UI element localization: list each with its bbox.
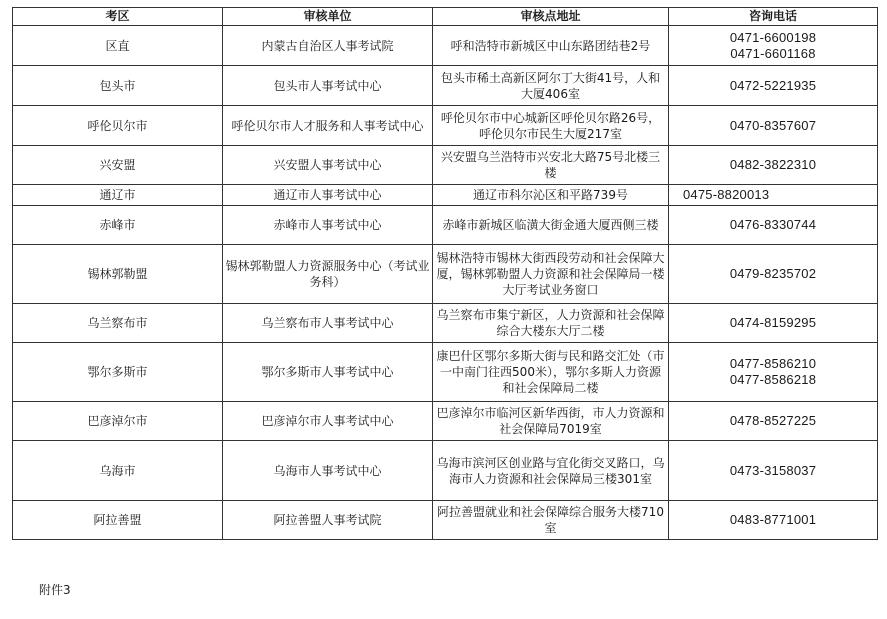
region-cell: 包头市 (13, 66, 223, 106)
region-cell: 巴彦淖尔市 (13, 402, 223, 441)
address-cell: 呼和浩特市新城区中山东路团结巷2号 (433, 26, 669, 66)
phone-cell (669, 185, 878, 206)
region-cell: 通辽市 (13, 185, 223, 206)
header-phone: 咨询电话 (669, 8, 878, 26)
table-row (13, 26, 878, 66)
region-cell: 阿拉善盟 (13, 501, 223, 540)
phone-cell (669, 146, 878, 185)
exam-review-table (12, 7, 878, 540)
region-cell: 区直 (13, 26, 223, 66)
unit-cell: 巴彦淖尔市人事考试中心 (223, 402, 433, 441)
header-unit: 审核单位 (223, 8, 433, 26)
phone-number: 0475-8820013 (683, 187, 770, 202)
phone-cell (669, 26, 878, 66)
phone-cell (669, 245, 878, 304)
phone-cell (669, 304, 878, 343)
address-cell: 康巴什区鄂尔多斯大街与民和路交汇处（市一中南门往西500米），鄂尔多斯人力资源和社会保障局二楼 (433, 343, 669, 402)
phone-cell (669, 501, 878, 540)
phone-number: 0474-8159295 (729, 315, 817, 330)
table-row (13, 402, 878, 441)
table-row (13, 501, 878, 540)
region-cell: 兴安盟 (13, 146, 223, 185)
address-cell: 巴彦淖尔市临河区新华西街，市人力资源和社会保障局7019室 (433, 402, 669, 441)
unit-cell: 呼伦贝尔市人才服务和人事考试中心 (223, 106, 433, 146)
address-cell: 阿拉善盟就业和社会保障综合服务大楼710室 (433, 501, 669, 540)
unit-cell: 乌海市人事考试中心 (223, 441, 433, 501)
address-cell: 兴安盟乌兰浩特市兴安北大路75号北楼三楼 (433, 146, 669, 185)
address-cell: 乌兰察布市集宁新区，人力资源和社会保障综合大楼东大厅二楼 (433, 304, 669, 343)
address-cell: 乌海市滨河区创业路与宜化街交叉路口，乌海市人力资源和社会保障局三楼301室 (433, 441, 669, 501)
address-cell: 通辽市科尔沁区和平路739号 (433, 185, 669, 206)
unit-cell: 阿拉善盟人事考试院 (223, 501, 433, 540)
phone-number: 0470-8357607 (729, 117, 817, 133)
table-row (13, 206, 878, 245)
unit-cell: 内蒙古自治区人事考试院 (223, 26, 433, 66)
phone-number: 0471-6600198 (729, 29, 817, 45)
table-row (13, 146, 878, 185)
address-cell: 包头市稀土高新区阿尔丁大街41号，人和大厦406室 (433, 66, 669, 106)
phone-number: 0473-3158037 (729, 462, 817, 478)
region-cell: 赤峰市 (13, 206, 223, 245)
table-row (13, 245, 878, 304)
phone-number: 0477-8586218 (729, 372, 817, 387)
unit-cell: 鄂尔多斯市人事考试中心 (223, 343, 433, 402)
table-row (13, 66, 878, 106)
phone-cell (669, 343, 878, 402)
phone-number: 0477-8586210 (729, 356, 817, 371)
table-row (13, 441, 878, 501)
attachment-label: 附件3 (39, 583, 71, 597)
address-cell: 呼伦贝尔市中心城新区呼伦贝尔路26号，呼伦贝尔市民生大厦217室 (433, 106, 669, 146)
unit-cell: 通辽市人事考试中心 (223, 185, 433, 206)
phone-cell (669, 206, 878, 245)
region-cell: 乌海市 (13, 441, 223, 501)
phone-cell (669, 441, 878, 501)
table-header-row (13, 8, 878, 26)
unit-cell: 乌兰察布市人事考试中心 (223, 304, 433, 343)
address-cell: 锡林浩特市锡林大街西段劳动和社会保障大厦，锡林郭勒盟人力资源和社会保障局一楼大厅考试业务窗口 (433, 245, 669, 304)
unit-cell: 赤峰市人事考试中心 (223, 206, 433, 245)
unit-cell: 锡林郭勒盟人力资源服务中心（考试业务科） (223, 245, 433, 304)
header-region: 考区 (13, 8, 223, 26)
table-row (13, 304, 878, 343)
phone-cell (669, 106, 878, 146)
header-address: 审核点地址 (433, 8, 669, 26)
phone-number: 0483-8771001 (729, 512, 817, 527)
unit-cell: 包头市人事考试中心 (223, 66, 433, 106)
phone-number: 0482-3822310 (729, 157, 817, 172)
region-cell: 呼伦贝尔市 (13, 106, 223, 146)
phone-number: 0472-5221935 (729, 77, 817, 93)
phone-number: 0479-8235702 (729, 266, 817, 281)
table-row (13, 343, 878, 402)
region-cell: 鄂尔多斯市 (13, 343, 223, 402)
phone-cell (669, 402, 878, 441)
address-cell: 赤峰市新城区临潢大街金通大厦西侧三楼 (433, 206, 669, 245)
region-cell: 锡林郭勒盟 (13, 245, 223, 304)
phone-cell (669, 66, 878, 106)
unit-cell: 兴安盟人事考试中心 (223, 146, 433, 185)
phone-number: 0471-6601168 (730, 45, 816, 61)
phone-number: 0478-8527225 (729, 413, 817, 428)
region-cell: 乌兰察布市 (13, 304, 223, 343)
table-row (13, 106, 878, 146)
table-row (13, 185, 878, 206)
phone-number: 0476-8330744 (729, 217, 817, 232)
